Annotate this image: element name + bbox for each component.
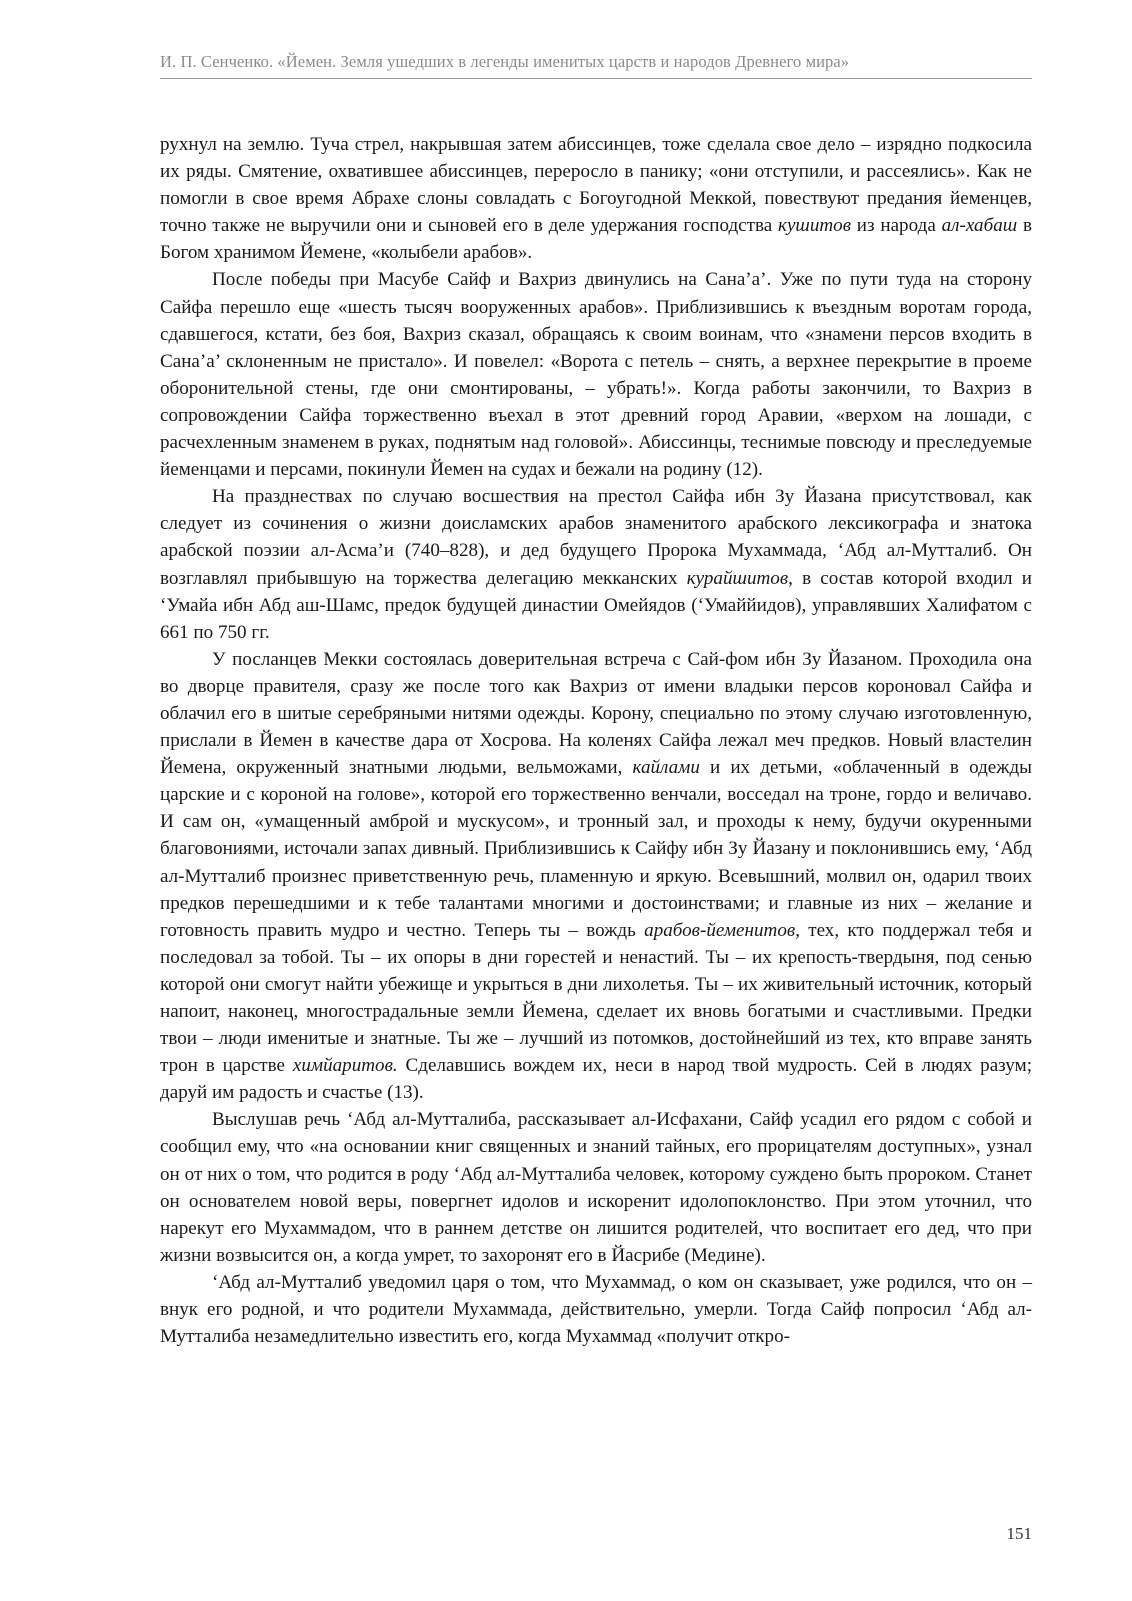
- text-run: После победы при Масубе Сайф и Вахриз двинулись на Сана’а’. Уже по пути туда на сторону Сайфа перешло еще «шесть тысяч вооруженных арабов». Приблизившись к въездным воротам города, сдавшегося, кстати, без боя, Вахриз сказал, обращаясь к своим воинам, что «знамени персов входить в Сана’а’ склоненным не пристало». И повелел: «Ворота с петель – снять, а верхнее перекрытие в проеме оборонительной стены, где они смонтированы, – убрать!». Когда работы закончили, то Вахриз в сопровождении Сайфа торжественно въехал в этот древний город Аравии, «верхом на лошади, с расчехленным знаменем в руках, поднятым над головой». Абиссинцы, теснимые повсюду и преследуемые йеменцами и персами, покинули Йемен на судах и бежали на родину (12).: [160, 269, 1032, 481]
- text-run: и их детьми, «облаченный в одежды царские и с короной на голове», которой его торжественно венчали, восседал на троне, гордо и величаво. И сам он, «умащенный амброй и мускусом», и тронный зал, и проходы к нему, будучи окуренными благовониями, источали запах дивный. Приблизившись к Сайфу ибн Зу Йазану и поклонившись ему, ‘Абд ал-Мутталиб произнес приветственную речь, пламенную и яркую. Всевышний, молвил он, одарил твоих предков перешедшими и к тебе талантами многими и достоинствами; и главные из них – желание и готовность править мудро и честно. Теперь ты – вождь: [160, 757, 1032, 941]
- paragraph-continued: [160, 131, 1032, 266]
- italic-term: химйаритов.: [292, 1055, 398, 1077]
- italic-term: арабов-йеменитов: [644, 919, 796, 941]
- text-run: У посланцев Мекки состоялась доверительная встреча с Сай-фом ибн Зу Йазаном. Проходила она во дворце правителя, сразу же после того как Вахриз от имени владыки персов короновал Сайфа и облачил его в шитые серебряными нитями одежды. Корону, специально по этому случаю изготовленную, прислали в Йемен в качестве дара от Хосрова. На коленях Сайфа лежал меч предков. Новый властелин Йемена, окруженный знатными людьми, вельможами,: [160, 648, 1032, 779]
- italic-term: кайлами: [632, 757, 700, 779]
- italic-term: ал-хабаш: [941, 215, 1018, 237]
- italic-term: курайшитов: [686, 567, 789, 589]
- text-run: На празднествах по случаю восшествия на престол Сайфа ибн Зу Йазана присутствовал, как следует из сочинения о жизни доисламских арабов знаменитого арабского лексикографа и знатока арабской поэзии ал-Асма’и (740–828), и дед будущего Пророка Мухаммада, ‘Абд ал-Мутталиб. Он возглавлял прибывшую на торжества делегацию мекканских: [160, 486, 1032, 589]
- italic-term: кушитов: [778, 215, 852, 237]
- text-run: из народа: [851, 215, 942, 237]
- text-run: , тех, кто поддержал тебя и последовал за тобой. Ты – их опоры в дни горестей и ненастий. Ты – их крепость-твердыня, под сенью которой они смогут найти убежище и укрыться в дни лихолетья. Ты – их живительный источник, который напоит, наконец, многострадальные земли Йемена, сделает их вновь богатыми и счастливыми. Предки твои – люди именитые и знатные. Ты же – лучший из потомков, достойнейший из тех, кто вправе занять трон в царстве: [160, 919, 1033, 1077]
- paragraph: [160, 1106, 1032, 1269]
- text-run: , в состав которой входил и ‘Умайа ибн Абд аш-Шамс, предок будущей династии Омейядов (‘Умаййидов), управлявших Халифатом с 661 по 750 гг.: [160, 567, 1032, 643]
- paragraph: [160, 266, 1032, 483]
- body-text: [160, 131, 1032, 1350]
- page-number: 151: [1006, 1524, 1032, 1543]
- text-run: ‘Абд ал-Мутталиб уведомил царя о том, что Мухаммад, о ком он сказывает, уже родился, что он – внук его родной, и что родители Мухаммада, действительно, умерли. Тогда Сайф попросил ‘Абд ал-Мутталиба незамедлительно известить его, когда Мухаммад «получит откро-: [160, 1271, 1032, 1348]
- paragraph: [160, 483, 1032, 646]
- text-run: в Богом хранимом Йемене, «колыбели арабов».: [160, 215, 1032, 264]
- running-header: И. П. Сенченко. «Йемен. Земля ушедших в легенды именитых царств и народов Древнего мира»: [160, 52, 850, 71]
- header-divider: [160, 78, 1032, 79]
- text-run: Сделавшись вождем их, неси в народ твой мудрость. Сей в людях разум; даруй им радость и счастье (13).: [160, 1055, 1032, 1104]
- text-run: Выслушав речь ‘Абд ал-Мутталиба, рассказывает ал-Исфахани, Сайф усадил его рядом с собой и сообщил ему, что «на основании книг священных и знаний тайных, его прорицателям доступных», узнал он от них о том, что родится в роду ‘Абд ал-Мутталиба человек, которому суждено быть пророком. Станет он основателем новой веры, повергнет идолов и искоренит идолопоклонство. При этом уточнил, что нарекут его Мухаммадом, что в раннем детстве он лишится родителей, что воспитает его дед, что при жизни возвысится он, а когда умрет, то захоронят его в Йасрибе (Медине).: [160, 1109, 1032, 1266]
- text-run: рухнул на землю. Туча стрел, накрывшая затем абиссинцев, тоже сделала свое дело – изрядно подкосила их ряды. Смятение, охватившее абиссинцев, переросло в панику; «они отступили, и рассеялись». Как не помогли в свое время Абрахе слоны совладать с Богоугодной Меккой, повествуют предания йеменцев, точно также не выручили они и сыновей его в деле удержания господства: [160, 134, 1032, 237]
- paragraph: [160, 646, 1032, 1107]
- paragraph: [160, 1269, 1032, 1350]
